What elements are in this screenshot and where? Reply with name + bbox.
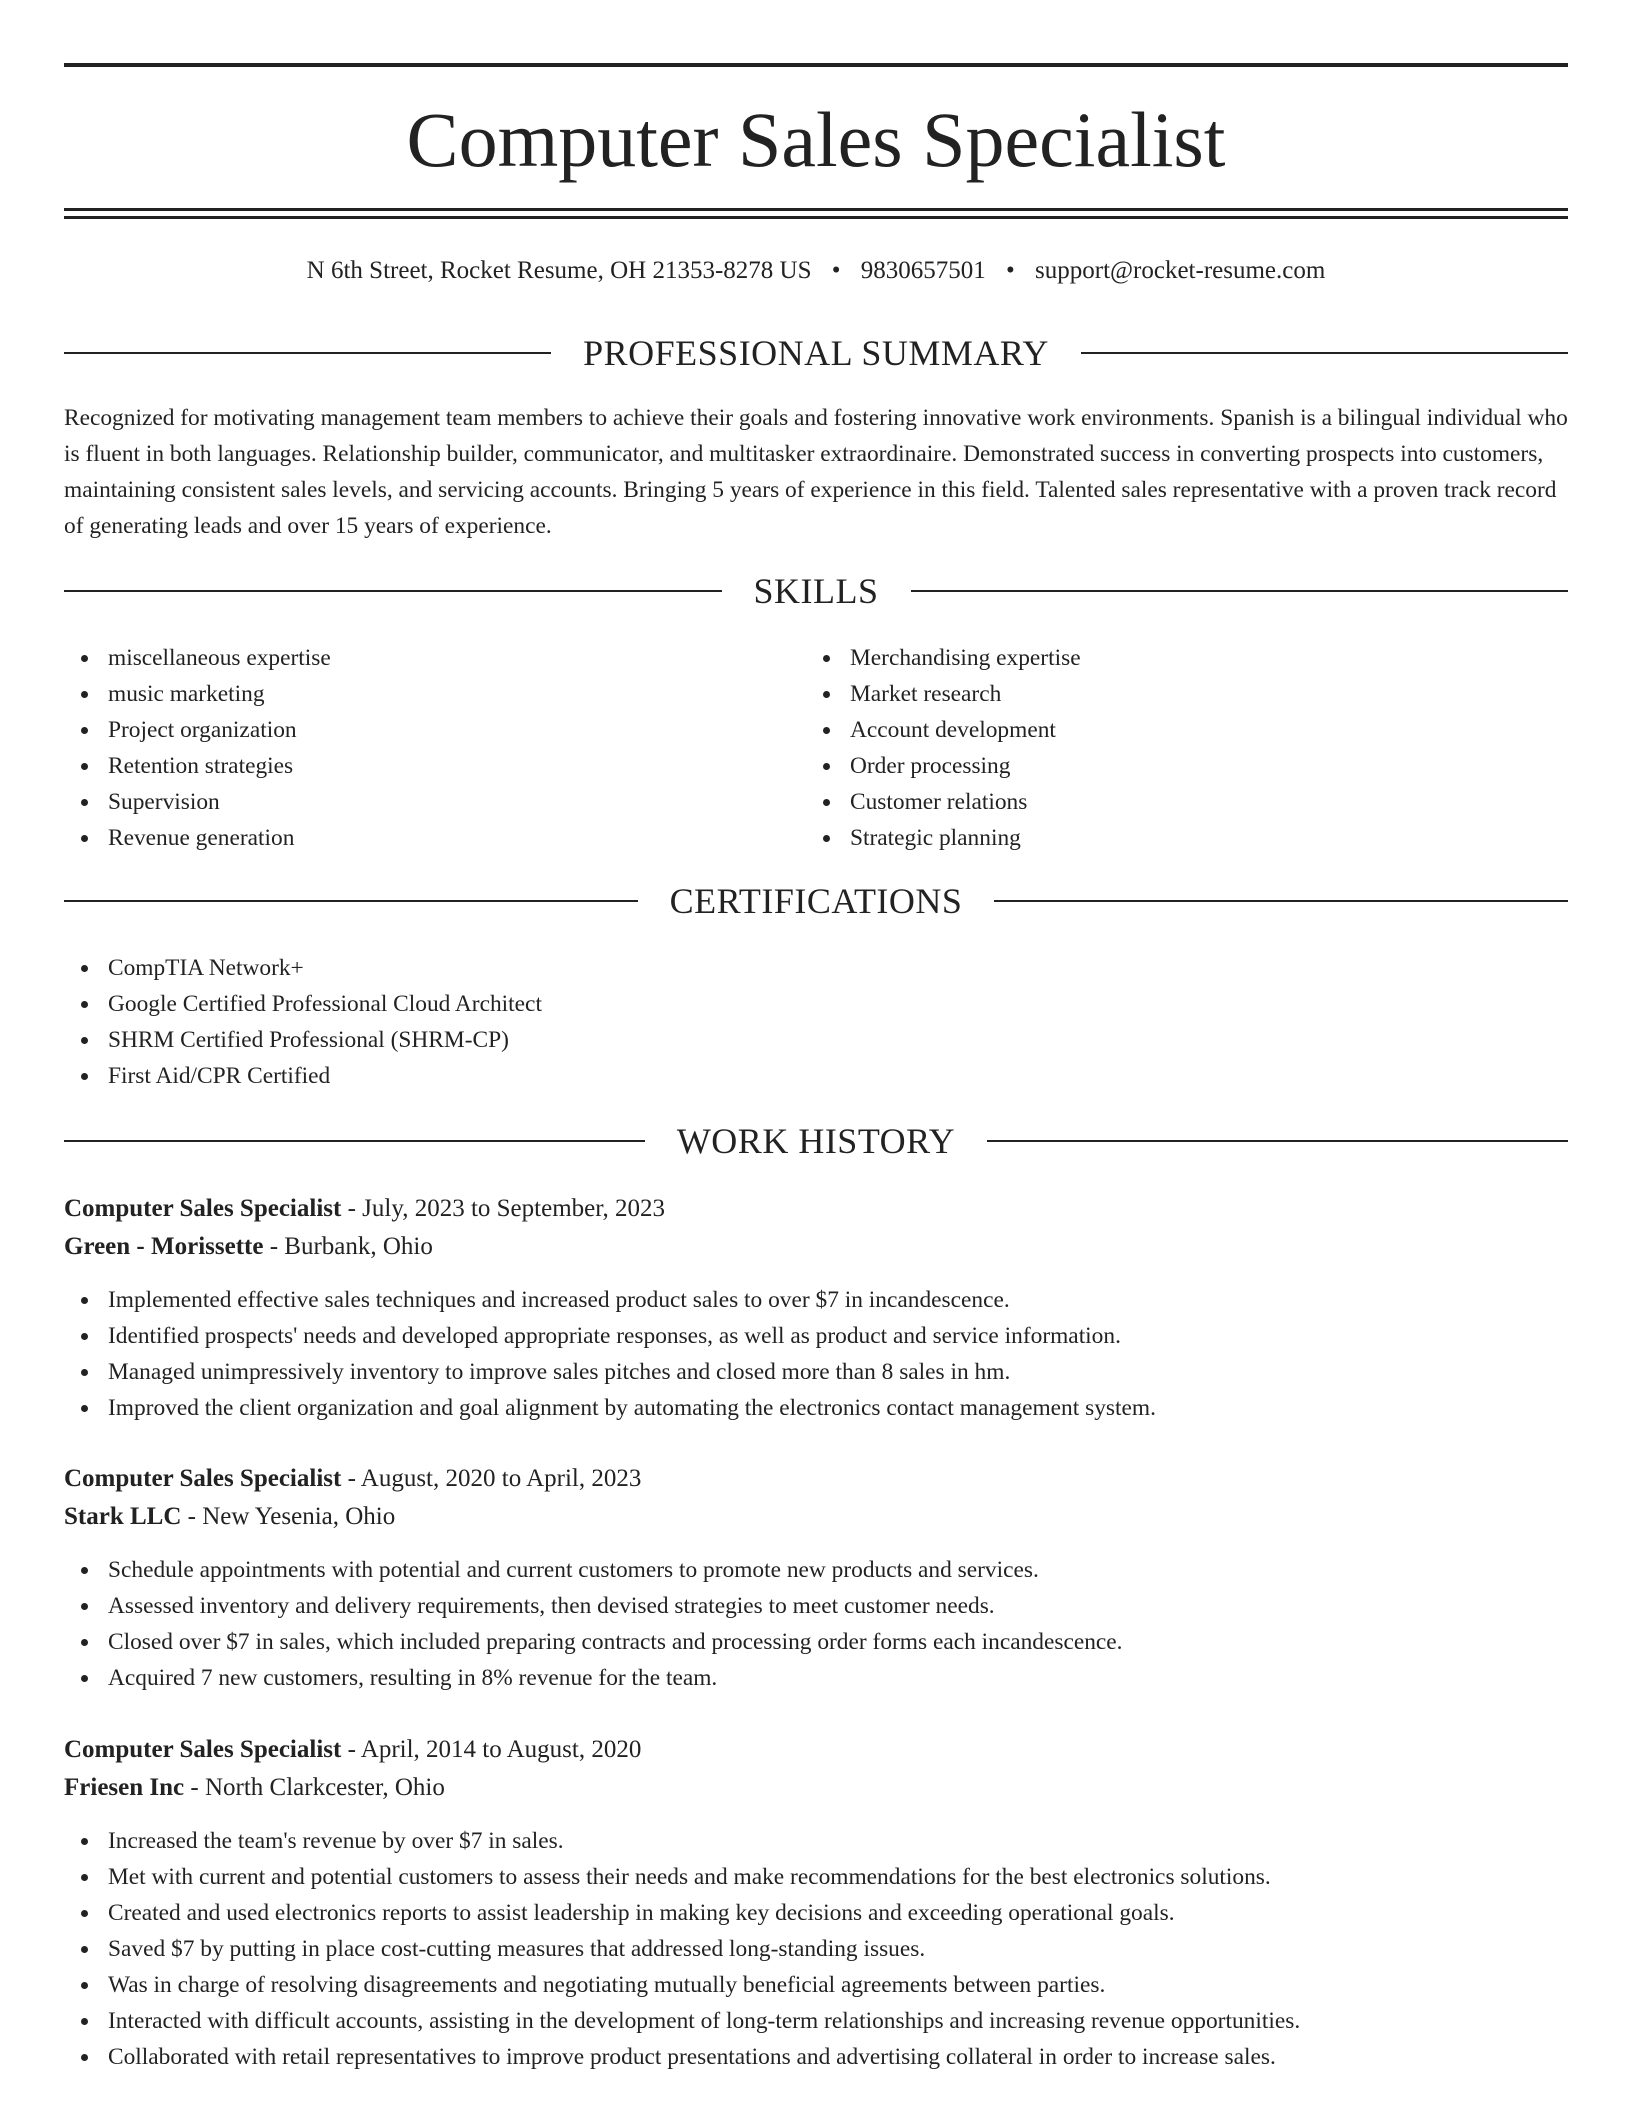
job-bullets: [64, 1282, 1568, 1426]
certification-item: SHRM Certified Professional (SHRM-CP): [64, 1022, 1568, 1058]
job-bullet: Was in charge of resolving disagreements and negotiating mutually beneficial agreements between parties.: [64, 1967, 1568, 2003]
title-rule-lower: [64, 216, 1568, 219]
skills-list-right: [806, 640, 1546, 856]
heading-rule: [64, 1140, 645, 1142]
skill-item: music marketing: [64, 676, 804, 712]
skill-item: Merchandising expertise: [806, 640, 1546, 676]
certifications-list: [64, 950, 1568, 1094]
job-title-line: [64, 1731, 1568, 1769]
section-heading-work-history: [64, 1119, 1568, 1163]
resume-title: Computer Sales Specialist: [406, 96, 1226, 183]
contact-phone: 9830657501: [860, 257, 986, 284]
heading-rule: [64, 352, 551, 354]
skills-list-left: [64, 640, 804, 856]
job-bullet: Identified prospects' needs and developed appropriate responses, as well as product and service information.: [64, 1318, 1568, 1354]
certification-item: CompTIA Network+: [64, 950, 1568, 986]
job-bullet: Saved $7 by putting in place cost-cutting measures that addressed long-standing issues.: [64, 1931, 1568, 1967]
heading-rule: [64, 590, 722, 592]
job-company: Green - Morissette: [64, 1233, 264, 1260]
job-company: Stark LLC: [64, 1503, 182, 1530]
job-title-line: [64, 1460, 1568, 1498]
job-entry: [64, 1460, 1568, 1696]
job-bullet: Created and used electronics reports to assist leadership in making key decisions and exceeding operational goals.: [64, 1895, 1568, 1931]
contact-address: N 6th Street, Rocket Resume, OH 21353-8278 US: [306, 257, 812, 284]
section-heading-summary: [64, 331, 1568, 375]
contact-email: support@rocket-resume.com: [1035, 257, 1326, 284]
summary-text: Recognized for motivating management team members to achieve their goals and fostering innovative work environments. Spanish is a bilingual individual who is fluent in both languages. Relationship builder, communicator, and multitasker extraordinaire. Demonstrated success in converting prospects into customers, maintaining consistent sales levels, and servicing accounts. Bringing 5 years of experience in this field. Talented sales representative with a proven track record of generating leads and over 15 years of experience.: [64, 405, 1568, 539]
job-bullet: Managed unimpressively inventory to improve sales pitches and closed more than 8 sales in hm.: [64, 1354, 1568, 1390]
job-location: - New Yesenia, Ohio: [181, 1503, 396, 1530]
job-location: - Burbank, Ohio: [263, 1233, 433, 1260]
job-bullet: Interacted with difficult accounts, assisting in the development of long-term relationships and increasing revenue opportunities.: [64, 2003, 1568, 2039]
certification-item: Google Certified Professional Cloud Architect: [64, 986, 1568, 1022]
job-company-line: [64, 1769, 1568, 1807]
job-bullet: Implemented effective sales techniques and increased product sales to over $7 in incandescence.: [64, 1282, 1568, 1318]
job-role: Computer Sales Specialist: [64, 1465, 342, 1492]
section-title: PROFESSIONAL SUMMARY: [583, 333, 1049, 373]
section-heading-certifications: [64, 879, 1568, 923]
section-title: CERTIFICATIONS: [669, 881, 963, 921]
contact-line: [64, 253, 1568, 289]
job-company-line: [64, 1498, 1568, 1536]
skill-item: Strategic planning: [806, 820, 1546, 856]
heading-rule: [987, 1140, 1568, 1142]
heading-rule: [994, 900, 1568, 902]
title-rule-upper: [64, 208, 1568, 211]
skill-item: Revenue generation: [64, 820, 804, 856]
job-bullets: [64, 1823, 1568, 2075]
skill-item: Account development: [806, 712, 1546, 748]
section-heading-skills: [64, 569, 1568, 613]
job-entry: [64, 1731, 1568, 2075]
job-entry: [64, 1190, 1568, 1426]
skill-item: miscellaneous expertise: [64, 640, 804, 676]
job-title-line: [64, 1190, 1568, 1228]
job-bullet: Schedule appointments with potential and current customers to promote new products and services.: [64, 1552, 1568, 1588]
heading-rule: [1081, 352, 1568, 354]
job-dates: - April, 2014 to August, 2020: [341, 1736, 642, 1763]
job-role: Computer Sales Specialist: [64, 1195, 342, 1222]
skill-item: Customer relations: [806, 784, 1546, 820]
skill-item: Project organization: [64, 712, 804, 748]
contact-separator: •: [831, 257, 841, 284]
heading-rule: [911, 590, 1569, 592]
job-company-line: [64, 1228, 1568, 1266]
job-bullet: Closed over $7 in sales, which included preparing contracts and processing order forms each incandescence.: [64, 1624, 1568, 1660]
top-rule: [64, 63, 1568, 67]
heading-rule: [64, 900, 638, 902]
job-dates: - August, 2020 to April, 2023: [341, 1465, 642, 1492]
job-bullet: Acquired 7 new customers, resulting in 8% revenue for the team.: [64, 1660, 1568, 1696]
section-title: WORK HISTORY: [676, 1121, 956, 1161]
job-bullet: Met with current and potential customers to assess their needs and make recommendations for the best electronics solutions.: [64, 1859, 1568, 1895]
skill-item: Retention strategies: [64, 748, 804, 784]
job-bullet: Increased the team's revenue by over $7 in sales.: [64, 1823, 1568, 1859]
job-dates: - July, 2023 to September, 2023: [341, 1195, 666, 1222]
job-bullet: Assessed inventory and delivery requirements, then devised strategies to meet customer needs.: [64, 1588, 1568, 1624]
job-location: - North Clarkcester, Ohio: [184, 1774, 445, 1801]
job-bullet: Improved the client organization and goal alignment by automating the electronics contact management system.: [64, 1390, 1568, 1426]
job-bullet: Collaborated with retail representatives to improve product presentations and advertising collateral in order to increase sales.: [64, 2039, 1568, 2075]
certification-item: First Aid/CPR Certified: [64, 1058, 1568, 1094]
section-title: SKILLS: [753, 571, 879, 611]
job-role: Computer Sales Specialist: [64, 1736, 342, 1763]
job-bullets: [64, 1552, 1568, 1696]
skill-item: Order processing: [806, 748, 1546, 784]
job-company: Friesen Inc: [64, 1774, 185, 1801]
skill-item: Supervision: [64, 784, 804, 820]
contact-separator: •: [1006, 257, 1015, 284]
skill-item: Market research: [806, 676, 1546, 712]
